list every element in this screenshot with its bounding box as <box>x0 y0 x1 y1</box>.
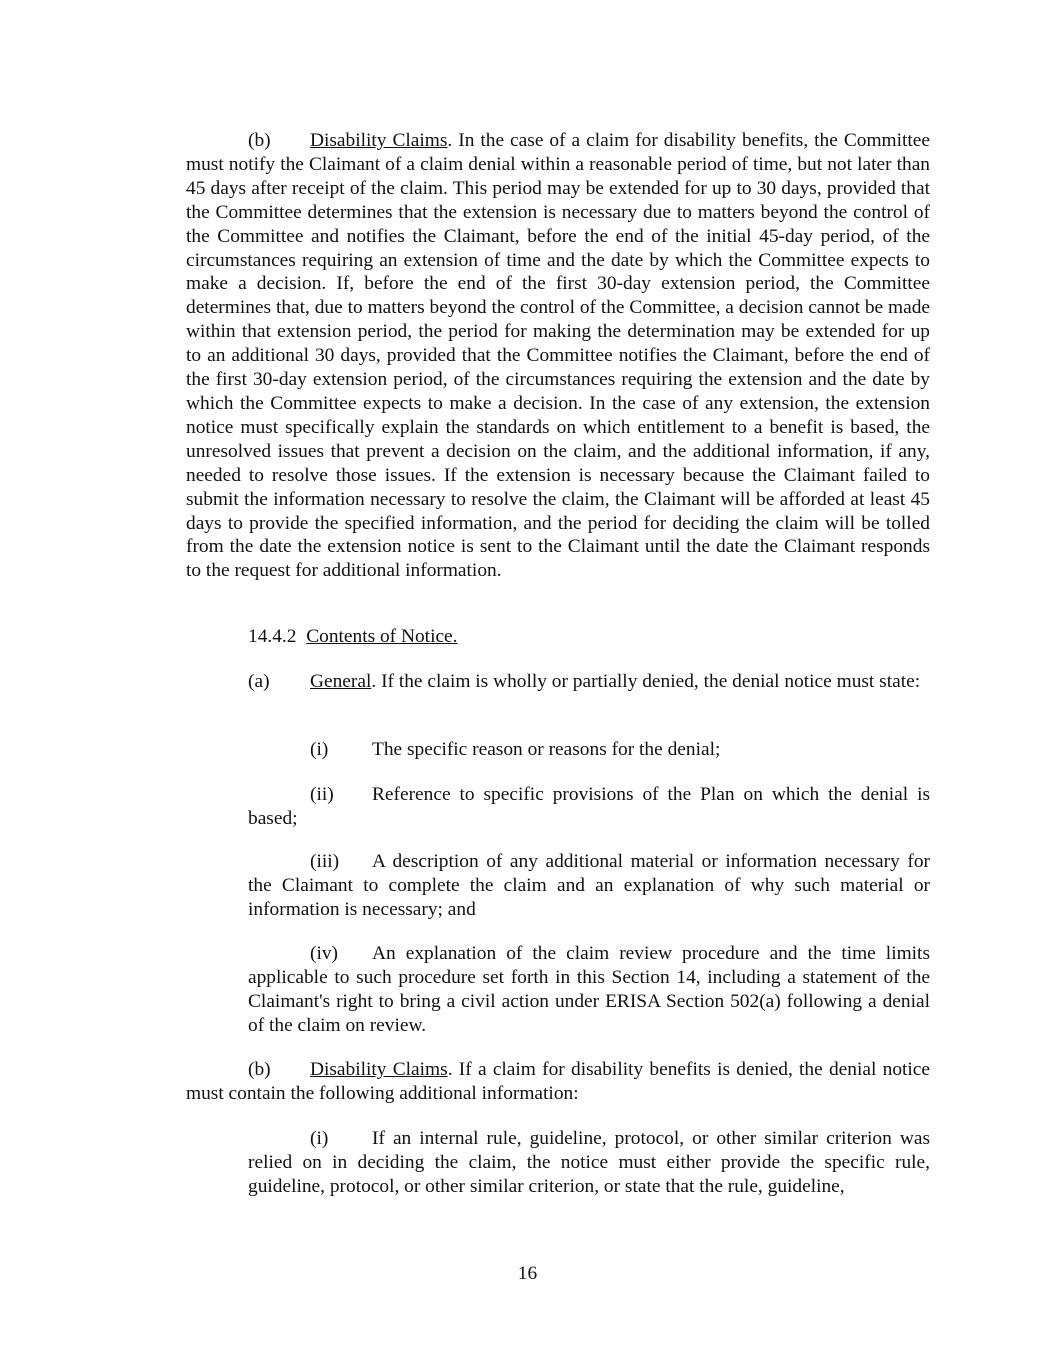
section-number: 14.4.2 <box>248 626 297 647</box>
list-item <box>248 942 930 1038</box>
paragraph-text: . If a claim for disability benefits is denied, the denial notice must contain the following additional information: <box>186 1059 930 1104</box>
section-heading-contents-of-notice <box>186 625 930 649</box>
paragraph-label: (a) <box>248 671 270 692</box>
paragraph-heading: Disability Claims <box>310 130 448 151</box>
list-item-label: (iii) <box>310 851 340 872</box>
list-item-text: A description of any additional material or information necessary for the Claimant to complete the claim and an explanation of why such material or information is necessary; and <box>248 851 930 920</box>
list-item <box>248 850 930 922</box>
paragraph-label: (b) <box>248 1059 271 1080</box>
paragraph-general <box>186 670 930 694</box>
list-item <box>248 1127 930 1199</box>
paragraph-label: (b) <box>248 130 271 151</box>
list-item-label: (i) <box>310 1128 329 1149</box>
list-item-label: (i) <box>310 739 329 760</box>
page-number: 16 <box>517 1263 538 1284</box>
paragraph-heading: General <box>310 671 372 692</box>
list-item-text: Reference to specific provisions of the Plan on which the denial is based; <box>248 784 930 829</box>
list-item-label: (ii) <box>310 784 334 805</box>
paragraph-disability-claims-denial <box>186 1058 930 1106</box>
list-item-label: (iv) <box>310 943 338 964</box>
list-item <box>248 783 930 831</box>
paragraph-heading: Disability Claims <box>310 1059 448 1080</box>
paragraph-text: . In the case of a claim for disability benefits, the Committee must notify the Claimant of a claim denial within a reasonable period of time, but not later than 45 days after receipt of the claim. This period may be extended for up to 30 days, provided that the Committee determines that the extension is necessary due to matters beyond the control of the Committee and notifies the Claimant, before the end of the initial 45-day period, of the circumstances requiring an extension of time and the date by which the Committee expects to make a decision. If, before the end of the first 30-day extension period, the Committee determines that, due to matters beyond the control of the Committee, a decision cannot be made within that extension period, the period for making the determination may be extended for up to an additional 30 days, provided that the Committee notifies the Claimant, before the end of the first 30-day extension period, of the circumstances requiring the extension and the date by which the Committee expects to make a decision. In the case of any extension, the extension notice must specifically explain the standards on which entitlement to a benefit is based, the unresolved issues that prevent a decision on the claim, and the additional information, if any, needed to resolve those issues. If the extension is necessary because the Claimant failed to submit the information necessary to resolve the claim, the Claimant will be afforded at least 45 days to provide the specified information, and the period for deciding the claim will be tolled from the date the extension notice is sent to the Claimant until the date the Claimant responds to the request for additional information. <box>186 130 930 582</box>
list-item-text: An explanation of the claim review procedure and the time limits applicable to such procedure set forth in this Section 14, including a statement of the Claimant's right to bring a civil action under ERISA Section 502(a) following a denial of the claim on review. <box>248 943 930 1036</box>
section-title: Contents of Notice. <box>306 626 458 647</box>
paragraph-text: . If the claim is wholly or partially denied, the denial notice must state: <box>371 671 921 692</box>
paragraph-disability-claims-timing <box>186 129 930 583</box>
list-item-text: The specific reason or reasons for the denial; <box>372 739 721 760</box>
list-item <box>248 738 930 762</box>
list-item-text: If an internal rule, guideline, protocol, or other similar criterion was relied on in deciding the claim, the notice must either provide the specific rule, guideline, protocol, or other similar criterion, or state that the rule, guideline, <box>248 1128 930 1197</box>
